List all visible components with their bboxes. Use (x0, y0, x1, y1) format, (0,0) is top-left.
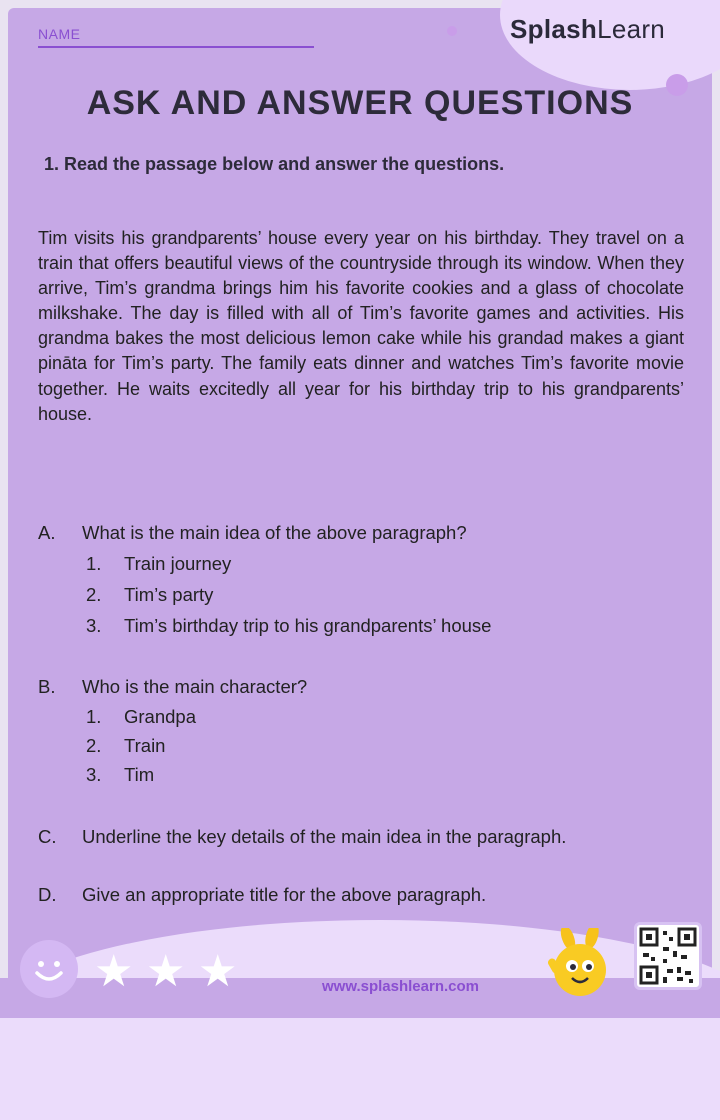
decor-dot (447, 26, 457, 36)
instruction: 1. Read the passage below and answer the questions. (44, 154, 505, 174)
option-text: Tim’s party (124, 584, 214, 605)
option-text: Tim (124, 764, 155, 785)
option-num: 1. (86, 553, 102, 574)
option-text: Train journey (124, 553, 232, 574)
smiley-icon (20, 940, 78, 998)
question-text: Underline the key details of the main idea in the paragraph. (82, 826, 567, 847)
option-num: 3. (86, 764, 102, 785)
question-b (38, 676, 307, 698)
question-d (38, 884, 486, 906)
option (86, 706, 196, 728)
question-letter: B. (38, 676, 56, 697)
option-num: 2. (86, 735, 102, 756)
question-c (38, 826, 566, 848)
question-letter: C. (38, 826, 57, 847)
qr-code (634, 922, 702, 990)
logo-light: Learn (597, 14, 666, 44)
question-text: Give an appropriate title for the above paragraph. (82, 884, 487, 905)
splashlearn-logo (510, 14, 665, 45)
option-num: 1. (86, 706, 102, 727)
question-text: Who is the main character? (82, 676, 308, 697)
star-icon: ★ (94, 947, 134, 996)
name-label: NAME (38, 26, 81, 42)
option-text: Tim’s birthday trip to his grandparents’ house (124, 615, 492, 636)
passage: Tim visits his grandparents’ house every year on his birthday. They travel on a train that offers beautiful views of the countryside through its window. When they arrive, Tim’s grandma brings him his favorite cookies and a glass of chocolate milkshake. The day is filled with all of Tim’s favorite games and activities. His grandma bakes the most delicious lemon cake while his grandad makes a giant pināta for Tim’s party. The family eats dinner and watches Tim’s favorite movie together. He waits excitedly all year for his birthday trip to his grandparents’ house. (38, 228, 684, 424)
option (86, 735, 165, 757)
website-link[interactable]: www.splashlearn.com (322, 978, 479, 995)
logo-bold: Splash (510, 14, 598, 44)
star-icon: ★ (146, 947, 186, 996)
question-letter: D. (38, 884, 57, 905)
page-title: ASK AND ANSWER QUESTIONS (86, 84, 634, 122)
option-text: Grandpa (124, 706, 196, 727)
question-letter: A. (38, 522, 56, 543)
option (86, 553, 231, 575)
star-icon: ★ (198, 947, 238, 996)
question-a (38, 522, 467, 544)
option-num: 3. (86, 615, 102, 636)
option (86, 764, 154, 786)
option (86, 584, 213, 606)
option-text: Train (124, 735, 166, 756)
option (86, 615, 491, 637)
name-line[interactable] (38, 46, 314, 48)
mascot-icon (548, 928, 634, 1013)
option-num: 2. (86, 584, 102, 605)
question-text: What is the main idea of the above paragraph? (82, 522, 467, 543)
